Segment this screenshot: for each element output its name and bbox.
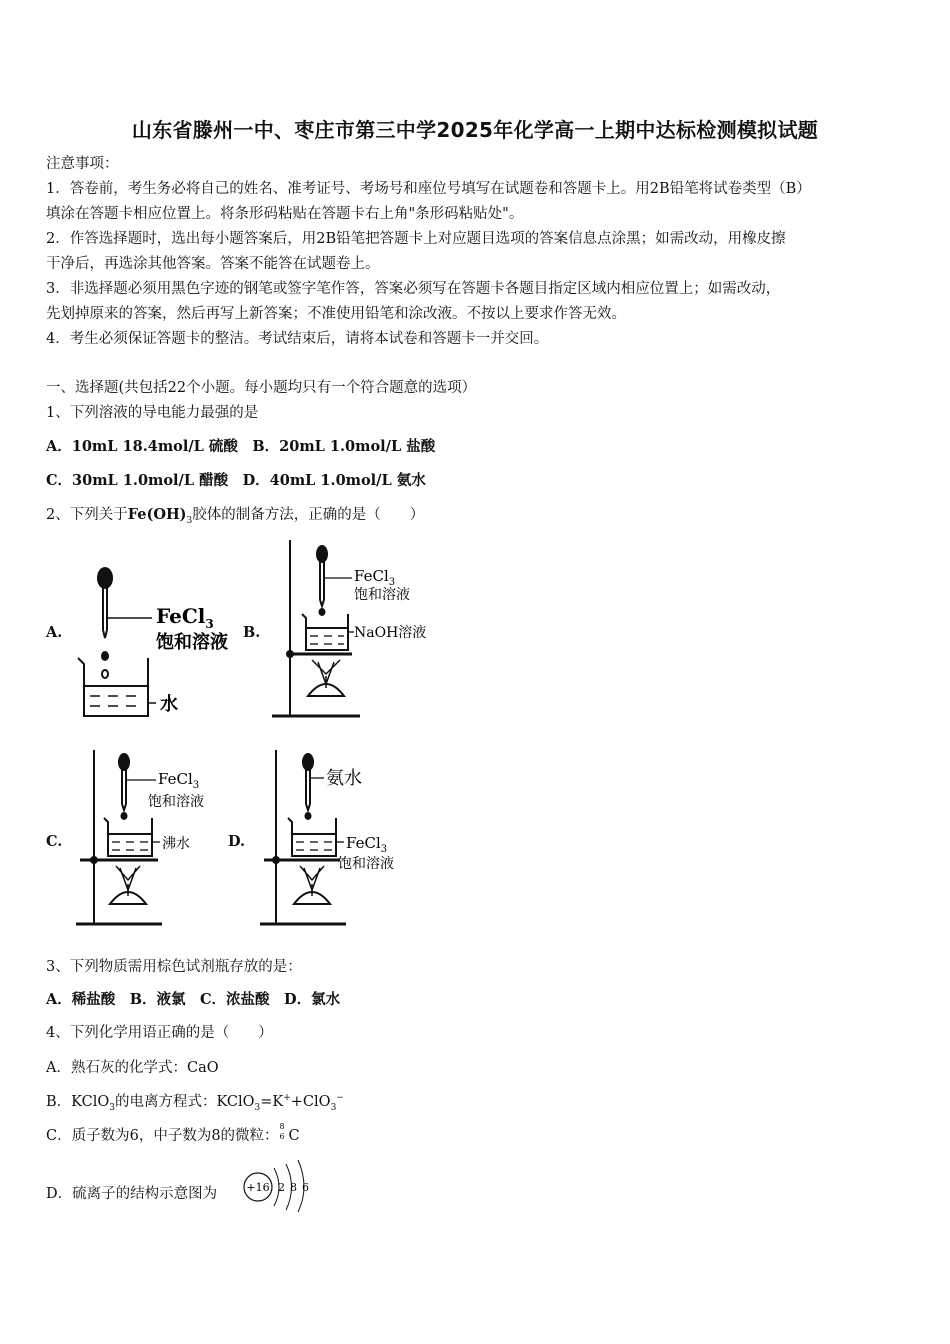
q1-options-cd: C．30mL 1.0mol/L 醋酸 D．40mL 1.0mol/L 氨水 xyxy=(46,472,426,489)
q2-diagram-c xyxy=(72,744,222,930)
q2-formula: Fe(OH) xyxy=(127,506,187,523)
q1-options-ab: A．10mL 18.4mol/L 硫酸 B．20mL 1.0mol/L 盐酸 xyxy=(46,438,436,455)
label-fecl3: FeCl xyxy=(156,604,206,628)
label-naoh: NaOH溶液 xyxy=(354,625,427,641)
isotope-notation: 8 6 xyxy=(279,1122,285,1141)
q2-diagram-d xyxy=(258,744,418,930)
q2-option-b-label: B. xyxy=(243,624,261,641)
svg-text:FeCl3: FeCl$_3$ xyxy=(346,834,388,855)
svg-text:饱和溶液: 饱和溶液 xyxy=(354,587,410,603)
label-fecl3-sub: 3 xyxy=(205,617,214,631)
q2-option-c-label: C. xyxy=(46,833,63,850)
label-boiling-water: 沸水 xyxy=(162,836,190,852)
q4-option-b: B．KClO$_3$的电离方程式：KClO$_3$=K++ClO$_3$− xyxy=(46,1093,344,1113)
section-heading: 一、选择题(共包括22个小题。每小题均只有一个符合题意的选项） xyxy=(46,380,477,396)
q4-stem: 4、下列化学用语正确的是（ ） xyxy=(46,1025,273,1041)
burner-flame xyxy=(312,660,340,674)
nucleus-charge: +16 xyxy=(246,1181,270,1194)
dropper-bulb xyxy=(98,568,112,588)
q3-options: A．稀盐酸 B．液氯 C．浓盐酸 D．氯水 xyxy=(46,991,341,1008)
svg-text:FeCl3 xyxy=(156,604,214,631)
q4-option-d: D．硫离子的结构示意图为 xyxy=(46,1186,218,1202)
label-saturated: 饱和溶液 xyxy=(156,632,228,653)
shell-2-count: 8 xyxy=(290,1181,297,1194)
q1-stem: 1、下列溶液的导电能力最强的是 xyxy=(46,405,259,421)
shell-1-count: 2 xyxy=(278,1181,285,1194)
shell-3-count: 6 xyxy=(302,1181,309,1194)
svg-text:饱和溶液: 饱和溶液 xyxy=(338,856,394,872)
q4-option-c: C．质子数为6，中子数为8的微粒： 8 6 C xyxy=(46,1122,300,1144)
notice-line-5: 3．非选择题必须用黑色字迹的钢笔或签字笔作答，答案必须写在答题卡各题目指定区域内相应位置上；如需改动， xyxy=(46,281,781,297)
notice-line-2: 填涂在答题卡相应位置上。将条形码粘贴在答题卡右上角"条形码粘贴处"。 xyxy=(46,206,524,222)
q2-stem-pre: 2、下列关于 xyxy=(46,507,128,523)
notice-line-1: 1．答卷前，考生务必将自己的姓名、准考证号、考场号和座位号填写在试题卷和答题卡上。用2B铅笔将试卷类型（B） xyxy=(46,181,811,197)
notice-line-6: 先划掉原来的答案，然后再写上新答案；不准使用铅笔和涂改液。不按以上要求作答无效。 xyxy=(46,306,626,322)
svg-text:FeCl3: FeCl$_3$ xyxy=(354,567,396,588)
notice-line-3: 2．作答选择题时，选出每小题答案后，用2B铅笔把答题卡上对应题目选项的答案信息点涂黑；如需改动，用橡皮擦 xyxy=(46,231,786,247)
svg-text:FeCl3: FeCl$_3$ xyxy=(158,770,200,791)
label-water: 水 xyxy=(160,694,178,715)
notice-line-4: 干净后，再选涂其他答案。答案不能答在试题卷上。 xyxy=(46,256,380,272)
q2-stem-post: 胶体的制备方法，正确的是（ ） xyxy=(192,507,425,523)
q3-stem: 3、下列物质需用棕色试剂瓶存放的是： xyxy=(46,959,302,975)
sulfide-ion-structure xyxy=(240,1156,320,1212)
notice-heading: 注意事项： xyxy=(46,156,119,172)
q4-option-a: A．熟石灰的化学式：CaO xyxy=(46,1060,219,1076)
q2-stem xyxy=(46,503,424,526)
q2-formula-sub: 3 xyxy=(186,515,193,526)
q2-option-a-label: A. xyxy=(46,624,63,641)
page-title: 山东省滕州一中、枣庄市第三中学2025年化学高一上期中达标检测模拟试题 xyxy=(131,118,819,142)
q2-diagram-b xyxy=(268,536,448,722)
svg-text:饱和溶液: 饱和溶液 xyxy=(148,794,204,810)
q2-option-d-label: D. xyxy=(228,833,246,850)
q2-diagram-a xyxy=(72,560,242,725)
notice-line-7: 4．考生必须保证答题卡的整洁。考试结束后，请将本试卷和答题卡一并交回。 xyxy=(46,331,549,347)
label-ammonia: 氨水 xyxy=(326,768,362,789)
